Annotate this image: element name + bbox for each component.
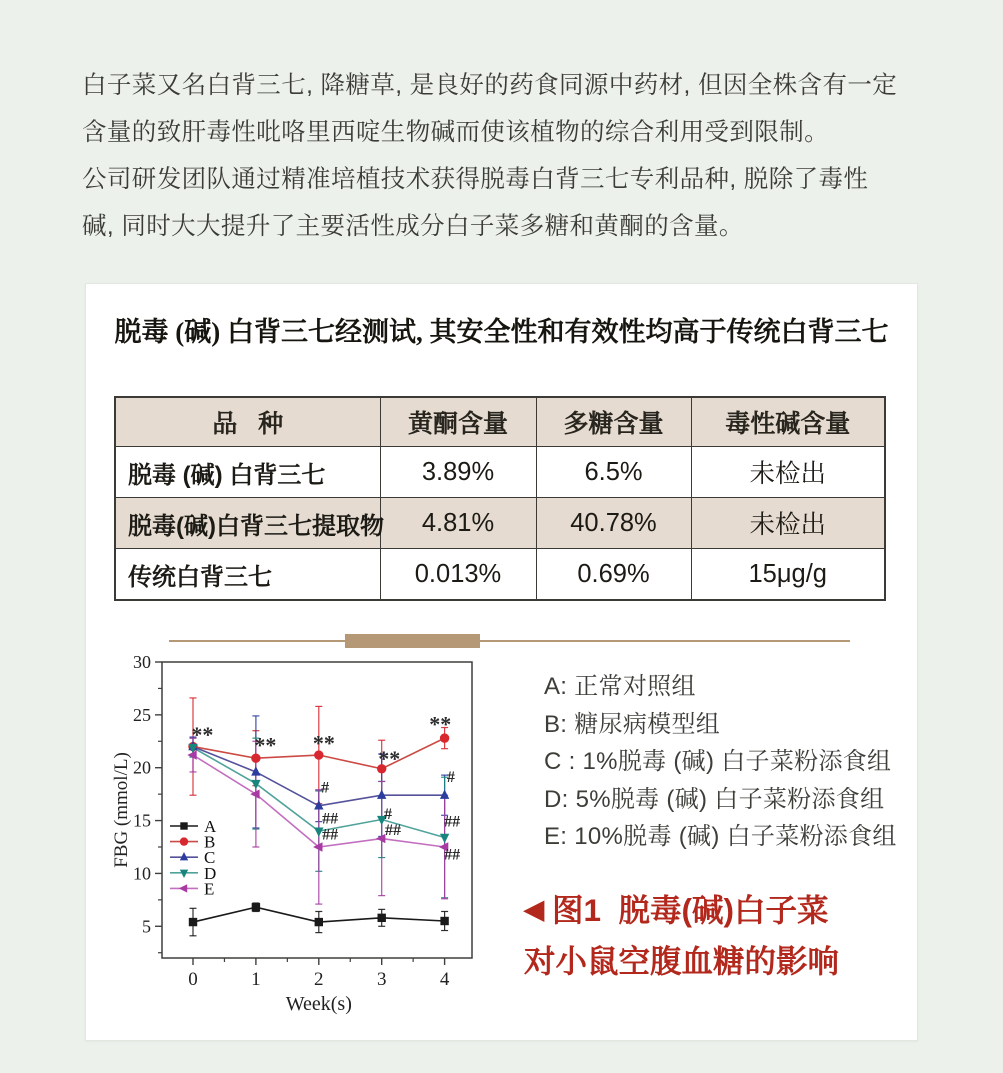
legend-item-c: C : 1%脱毒 (碱) 白子菜粉添食组 [544,748,892,775]
table-header-polysaccharide: 多糖含量 [536,397,691,447]
svg-text:0: 0 [188,969,198,990]
svg-text:**: ** [191,721,214,747]
figure-caption [524,886,920,986]
table-row [115,549,885,601]
svg-text:#: # [383,806,392,824]
intro-p2-line1: 公司研发团队通过精准培植技术获得脱毒白背三七专利品种, 脱除了毒性 [82,166,869,193]
svg-text:30: 30 [133,652,151,672]
table-header-alkaloid: 毒性碱含量 [691,397,885,447]
svg-text:#: # [446,769,455,787]
comparison-table [114,396,886,601]
svg-text:3: 3 [376,969,387,990]
svg-text:15: 15 [133,810,151,831]
table-header-variety: 品 种 [115,397,380,447]
table-header-flavone: 黄酮含量 [380,397,536,447]
table-cell-flavone: 3.89% [380,447,536,498]
table-cell-variety: 脱毒 (碱) 白背三七 [115,447,380,498]
legend-item-b: B: 糖尿病模型组 [544,710,721,738]
fbg-chart-container [111,650,526,1018]
legend-item-d: D: 5%脱毒 (碱) 白子菜粉添食组 [544,785,885,813]
table-cell-alkaloid: 15μg/g [691,549,885,601]
svg-text:25: 25 [133,704,151,725]
table-cell-polysaccharide: 0.69% [536,549,691,601]
intro-paragraph-2 [82,156,942,250]
svg-text:FBG (mmol/L): FBG (mmol/L) [111,752,132,868]
svg-text:B: B [204,832,216,852]
intro-p1-line2: 含量的致肝毒性吡咯里西啶生物碱而使该植物的综合利用受到限制。 [82,119,829,146]
caption-line1: 图1 脱毒(碱)白子菜 [552,892,829,928]
svg-text:20: 20 [133,757,151,778]
svg-text:**: ** [254,732,277,758]
svg-text:##: ## [444,846,461,864]
legend-item-e: E: 10%脱毒 (碱) 白子菜粉添食组 [544,823,897,850]
table-cell-alkaloid: 未检出 [691,447,885,498]
svg-text:##: ## [385,822,402,840]
svg-text:A: A [204,817,217,836]
card-title: 脱毒 (碱) 白背三七经测试, 其安全性和有效性均高于传统白背三七 [114,317,889,347]
table-cell-flavone: 0.013% [380,549,536,601]
table-header-row [115,397,885,447]
svg-text:##: ## [444,813,461,831]
intro-paragraph-1 [82,62,942,156]
svg-text:**: ** [378,746,401,772]
table-cell-variety: 传统白背三七 [115,549,380,601]
table-cell-polysaccharide: 6.5% [536,447,691,498]
svg-text:Week(s): Week(s) [285,993,352,1015]
divider-center-bar [345,634,480,648]
intro-p2-line2: 碱, 同时大大提升了主要活性成分白子菜多糖和黄酮的含量。 [82,213,744,240]
svg-text:5: 5 [142,916,151,937]
svg-text:E: E [204,879,215,899]
svg-text:**: ** [312,730,335,756]
left-triangle-icon: ◀ [524,894,544,924]
svg-text:4: 4 [439,969,450,990]
svg-text:**: ** [429,711,452,737]
table-row [115,447,885,498]
group-legend [544,668,897,856]
svg-text:D: D [204,863,217,883]
table-cell-variety: 脱毒(碱)白背三七提取物 [115,498,380,549]
fbg-line-chart [111,650,526,1018]
caption-line2: 对小鼠空腹血糖的影响 [524,943,840,979]
intro-text [82,62,942,250]
section-divider [169,634,850,648]
svg-text:2: 2 [314,969,324,990]
svg-text:##: ## [322,826,339,844]
svg-text:C: C [204,848,216,868]
table-row [115,498,885,549]
legend-item-a: A: 正常对照组 [544,673,696,700]
table-cell-flavone: 4.81% [380,498,536,549]
svg-text:10: 10 [133,863,151,884]
info-card [85,283,918,1041]
table-cell-polysaccharide: 40.78% [536,498,691,549]
svg-text:##: ## [322,810,339,828]
table-cell-alkaloid: 未检出 [691,498,885,549]
intro-p1-line1: 白子菜又名白背三七, 降糖草, 是良好的药食同源中药材, 但因全株含有一定 [82,72,898,99]
svg-text:#: # [321,779,330,797]
svg-text:1: 1 [251,969,261,990]
